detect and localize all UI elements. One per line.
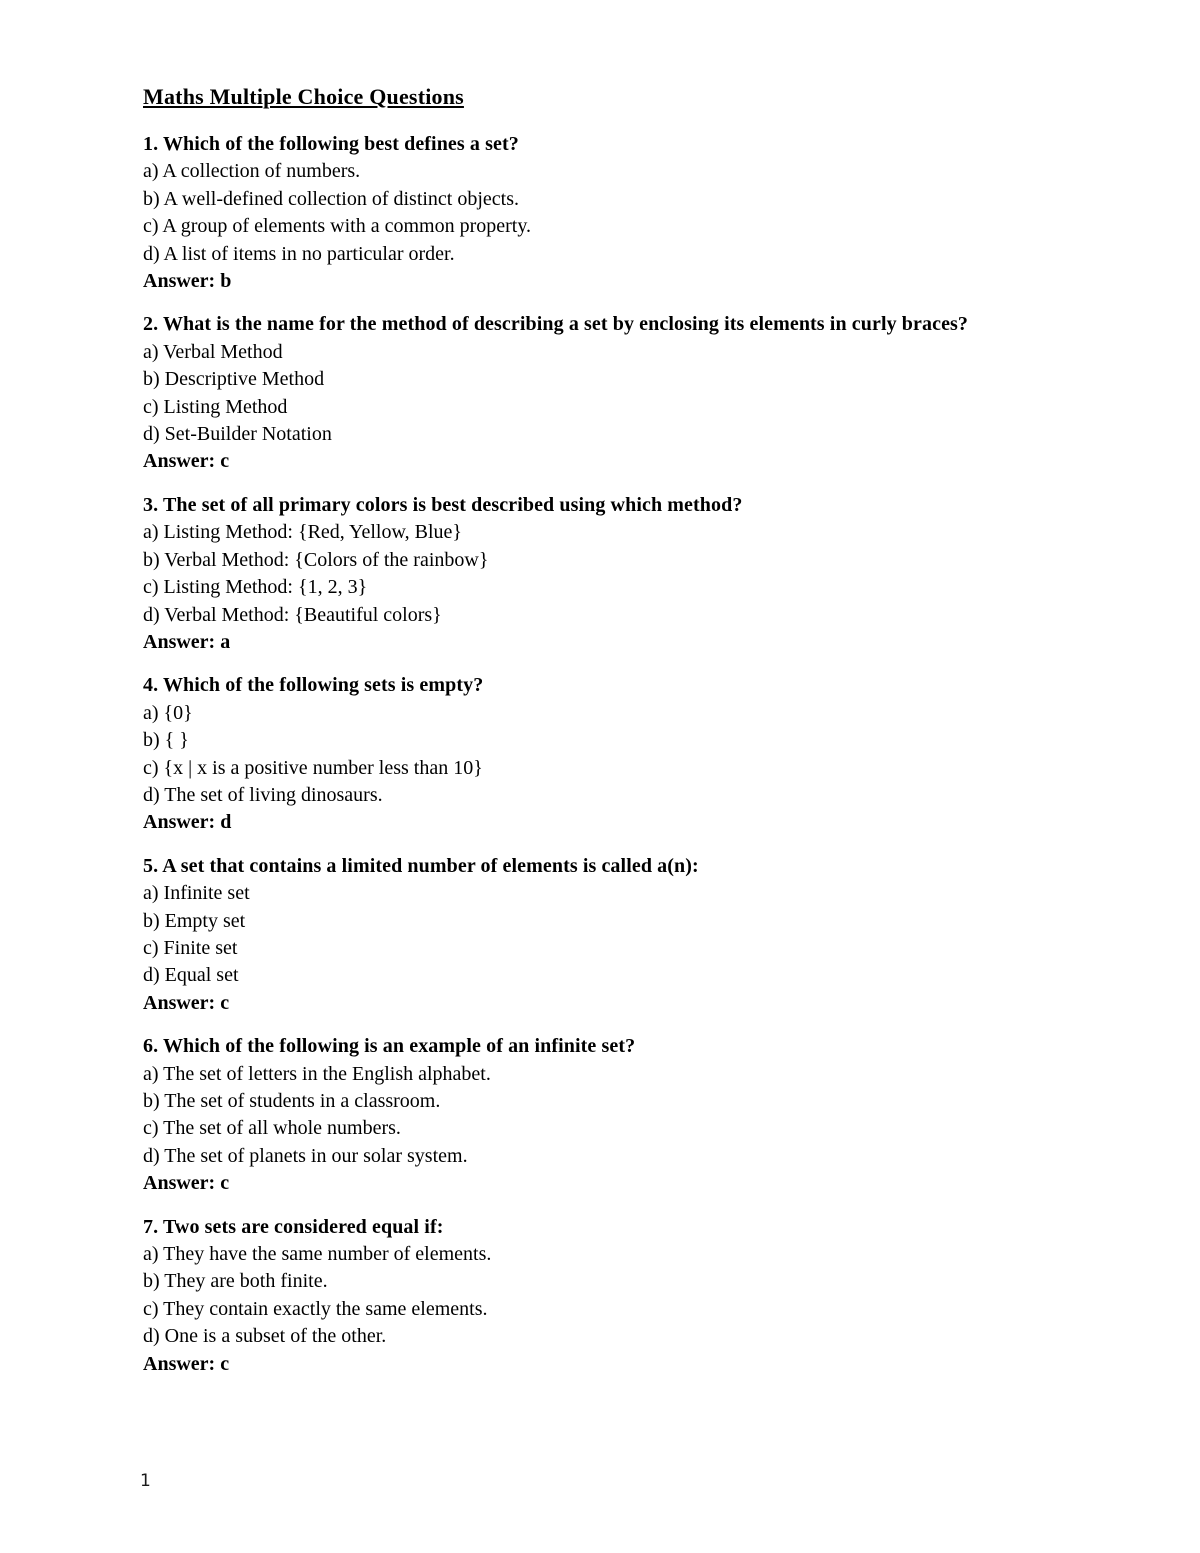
question-header [143, 1214, 1059, 1241]
question-text: Which of the following sets is empty? [162, 674, 484, 697]
question-text: Two sets are considered equal if: [162, 1215, 444, 1238]
document-title: Maths Multiple Choice Questions [143, 84, 464, 109]
answer-line [143, 990, 1059, 1017]
option-d: d) A list of items in no particular order. [143, 242, 455, 265]
question-block-4 [143, 672, 1059, 836]
question-number: 5. [143, 854, 159, 877]
answer-label: Answer: [143, 991, 216, 1014]
option-b: b) { } [143, 729, 189, 752]
answer-label: Answer: [143, 1352, 216, 1375]
answer-label: Answer: [143, 270, 216, 293]
question-header [143, 311, 1059, 338]
question-text: The set of all primary colors is best described using which method? [162, 493, 743, 516]
question-text: What is the name for the method of describing a set by enclosing its elements in curly braces? [162, 313, 969, 336]
question-text: Which of the following is an example of an infinite set? [162, 1035, 636, 1058]
answer-line [143, 448, 1059, 475]
option-c: c) Finite set [143, 936, 238, 959]
option-d: d) Equal set [143, 964, 239, 987]
answer-value: d [220, 811, 232, 834]
question-header [143, 131, 1059, 158]
answer-value: a [220, 630, 231, 653]
option-b: b) Verbal Method: {Colors of the rainbow} [143, 548, 489, 571]
question-header [143, 1033, 1059, 1060]
option-b: b) A well-defined collection of distinct objects. [143, 187, 520, 210]
option-c: c) Listing Method [143, 395, 288, 418]
answer-line [143, 629, 1059, 656]
answer-value: c [220, 1352, 230, 1375]
answer-line [143, 268, 1059, 295]
question-block-1 [143, 131, 1059, 295]
answer-value: c [220, 450, 230, 473]
option-c: c) A group of elements with a common property. [143, 215, 532, 238]
option-d: d) The set of planets in our solar system. [143, 1144, 468, 1167]
question-header [143, 672, 1059, 699]
answer-line [143, 1351, 1059, 1378]
option-a: a) A collection of numbers. [143, 160, 361, 183]
question-text: Which of the following best defines a set? [162, 133, 519, 155]
question-number: 4. [143, 674, 159, 697]
option-a: a) The set of letters in the English alphabet. [143, 1062, 491, 1085]
question-header [143, 853, 1059, 880]
option-b: b) Empty set [143, 909, 246, 932]
option-d: d) Set-Builder Notation [143, 423, 332, 446]
option-d: d) One is a subset of the other. [143, 1325, 387, 1348]
document-content [143, 82, 1059, 1394]
option-a: a) {0} [143, 701, 193, 724]
question-block-7 [143, 1214, 1059, 1378]
question-number: 3. [143, 493, 159, 516]
option-d: d) The set of living dinosaurs. [143, 783, 383, 806]
answer-value: c [220, 1172, 230, 1195]
question-number: 1. [143, 133, 159, 155]
option-a: a) Verbal Method [143, 340, 283, 363]
option-d: d) Verbal Method: {Beautiful colors} [143, 603, 442, 626]
question-block-2 [143, 311, 1059, 475]
question-block-3 [143, 492, 1059, 656]
option-a: a) Listing Method: {Red, Yellow, Blue} [143, 521, 463, 544]
answer-line [143, 1170, 1059, 1197]
question-number: 6. [143, 1035, 159, 1058]
answer-value: c [220, 991, 230, 1014]
question-block-5 [143, 853, 1059, 1017]
option-a: a) They have the same number of elements. [143, 1243, 492, 1266]
question-number: 2. [143, 313, 159, 336]
question-text: A set that contains a limited number of elements is called a(n): [162, 854, 699, 877]
answer-label: Answer: [143, 1172, 216, 1195]
option-b: b) They are both finite. [143, 1270, 328, 1293]
question-number: 7. [143, 1215, 159, 1238]
option-b: b) The set of students in a classroom. [143, 1090, 441, 1112]
option-a: a) Infinite set [143, 882, 250, 905]
option-b: b) Descriptive Method [143, 368, 325, 391]
option-c: c) The set of all whole numbers. [143, 1117, 401, 1140]
answer-label: Answer: [143, 630, 216, 653]
answer-label: Answer: [143, 450, 216, 473]
answer-label: Answer: [143, 811, 216, 834]
question-block-6 [143, 1033, 1059, 1197]
option-c: c) Listing Method: {1, 2, 3} [143, 576, 368, 599]
answer-value: b [220, 270, 232, 293]
option-c: c) They contain exactly the same elements. [143, 1297, 488, 1320]
answer-line [143, 809, 1059, 836]
page-number: 1 [140, 1471, 151, 1491]
question-header [143, 492, 1059, 519]
option-c: c) {x | x is a positive number less than 10} [143, 756, 483, 779]
